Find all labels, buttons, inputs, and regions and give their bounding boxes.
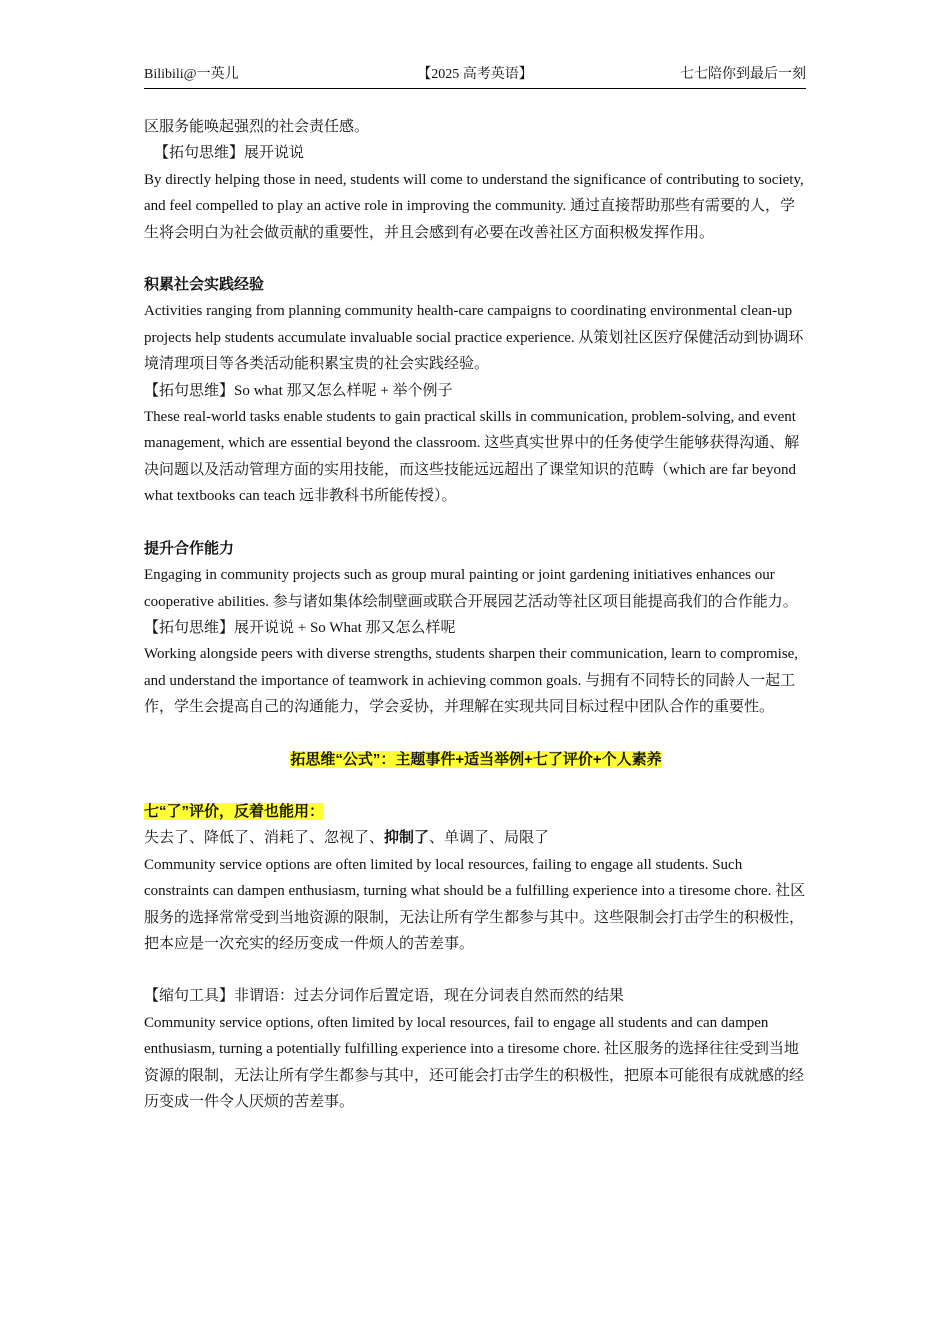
continued-line: 区服务能唤起强烈的社会责任感。 bbox=[144, 119, 370, 135]
section-heading: 积累社会实践经验 bbox=[144, 276, 265, 294]
paragraph: Engaging in community projects such as group mural painting or joint gardening initiatives enhances our cooperative abilities. 参与诸如集体绘制壁画或联合开展园艺活动等社区项目能提高我们的合作能力。 bbox=[144, 567, 798, 610]
tip-line: 【缩句工具】非谓语：过去分词作后置定语，现在分词表自然而然的结果 bbox=[144, 988, 625, 1005]
page-content bbox=[144, 114, 808, 1115]
section-heading-line bbox=[144, 799, 808, 825]
paragraph: By directly helping those in need, students will come to understand the significance of contributing to society, and feel compelled to play an active role in improving the community. 通过直接帮助那些有需要的人，学生将会明白为社会做贡献的重要性，并且会感到有必要在改善社区方面积极发挥作用。 bbox=[144, 171, 804, 241]
paragraph: Activities ranging from planning community health-care campaigns to coordinating environmental clean-up projects help students accumulate invaluable social practice experience. 从策划社区医疗保健活动到协调环境清理项目等各类活动能积累宝贵的社会实践经验。 bbox=[144, 303, 804, 373]
tip-line: 【拓句思维】展开说说 bbox=[154, 145, 305, 162]
section-heading: 提升合作能力 bbox=[144, 539, 235, 557]
header-center: 【2025 高考英语】 bbox=[417, 67, 533, 82]
header-left: Bilibili@一英儿 bbox=[144, 67, 239, 82]
word-list-part: 、单调了、局限了 bbox=[429, 830, 550, 847]
section-heading: 七“了”评价，反着也能用： bbox=[144, 802, 325, 820]
tip-line: 【拓句思维】展开说说 + So What 那又怎么样呢 bbox=[144, 619, 456, 636]
header-right: 七七陪你到最后一刻 bbox=[680, 67, 806, 82]
formula-highlight: 拓思维“公式”：主题事件+适当举例+七了评价+个人素养 bbox=[290, 750, 662, 768]
paragraph: Working alongside peers with diverse strengths, students sharpen their communication, learn to compromise, and understand the importance of teamwork in achieving common goals. 与拥有不同特长的同龄人一起工作，学生会提高自己的沟通能力，学会妥协，并理解在实现共同目标过程中团队合作的重要性。 bbox=[144, 646, 799, 716]
paragraph: Community service options, often limited by local resources, fail to engage all students and can dampen enthusiasm, turning a potentially fulfilling experience into a tiresome chore. 社区服务的选择往往受到当地资源的限制，无法让所有学生都参与其中，还可能会打击学生的积极性，把原本可能很有成就感的经历变成一件令人厌烦的苦差事。 bbox=[144, 1014, 805, 1110]
paragraph: These real-world tasks enable students to gain practical skills in communication, problem-solving, and event management, which are essential beyond the classroom. 这些真实世界中的任务使学生能够获得沟通、解决问题以及活动管理方面的实用技能，而这些技能远远超出了课堂知识的范畴（which are far beyond what textbooks can teach 远非教科书所能传授）。 bbox=[144, 409, 800, 505]
tip-line: 【拓句思维】So what 那又怎么样呢 + 举个例子 bbox=[144, 382, 453, 399]
page-header bbox=[144, 66, 806, 89]
word-list-bold: 抑制了 bbox=[384, 830, 430, 847]
paragraph: Community service options are often limited by local resources, failing to engage all students. Such constraints can dampen enthusiasm, turning what should be a fulfilling experience into a tiresome chore. 社区服务的选择常常受到当地资源的限制，无法让所有学生都参与其中。这些限制会打击学生的积极性，把本应是一次充实的经历变成一件烦人的苦差事。 bbox=[144, 856, 806, 952]
word-list-part: 失去了、降低了、消耗了、忽视了、 bbox=[144, 830, 385, 847]
formula-line bbox=[144, 747, 808, 773]
word-list bbox=[144, 825, 808, 851]
